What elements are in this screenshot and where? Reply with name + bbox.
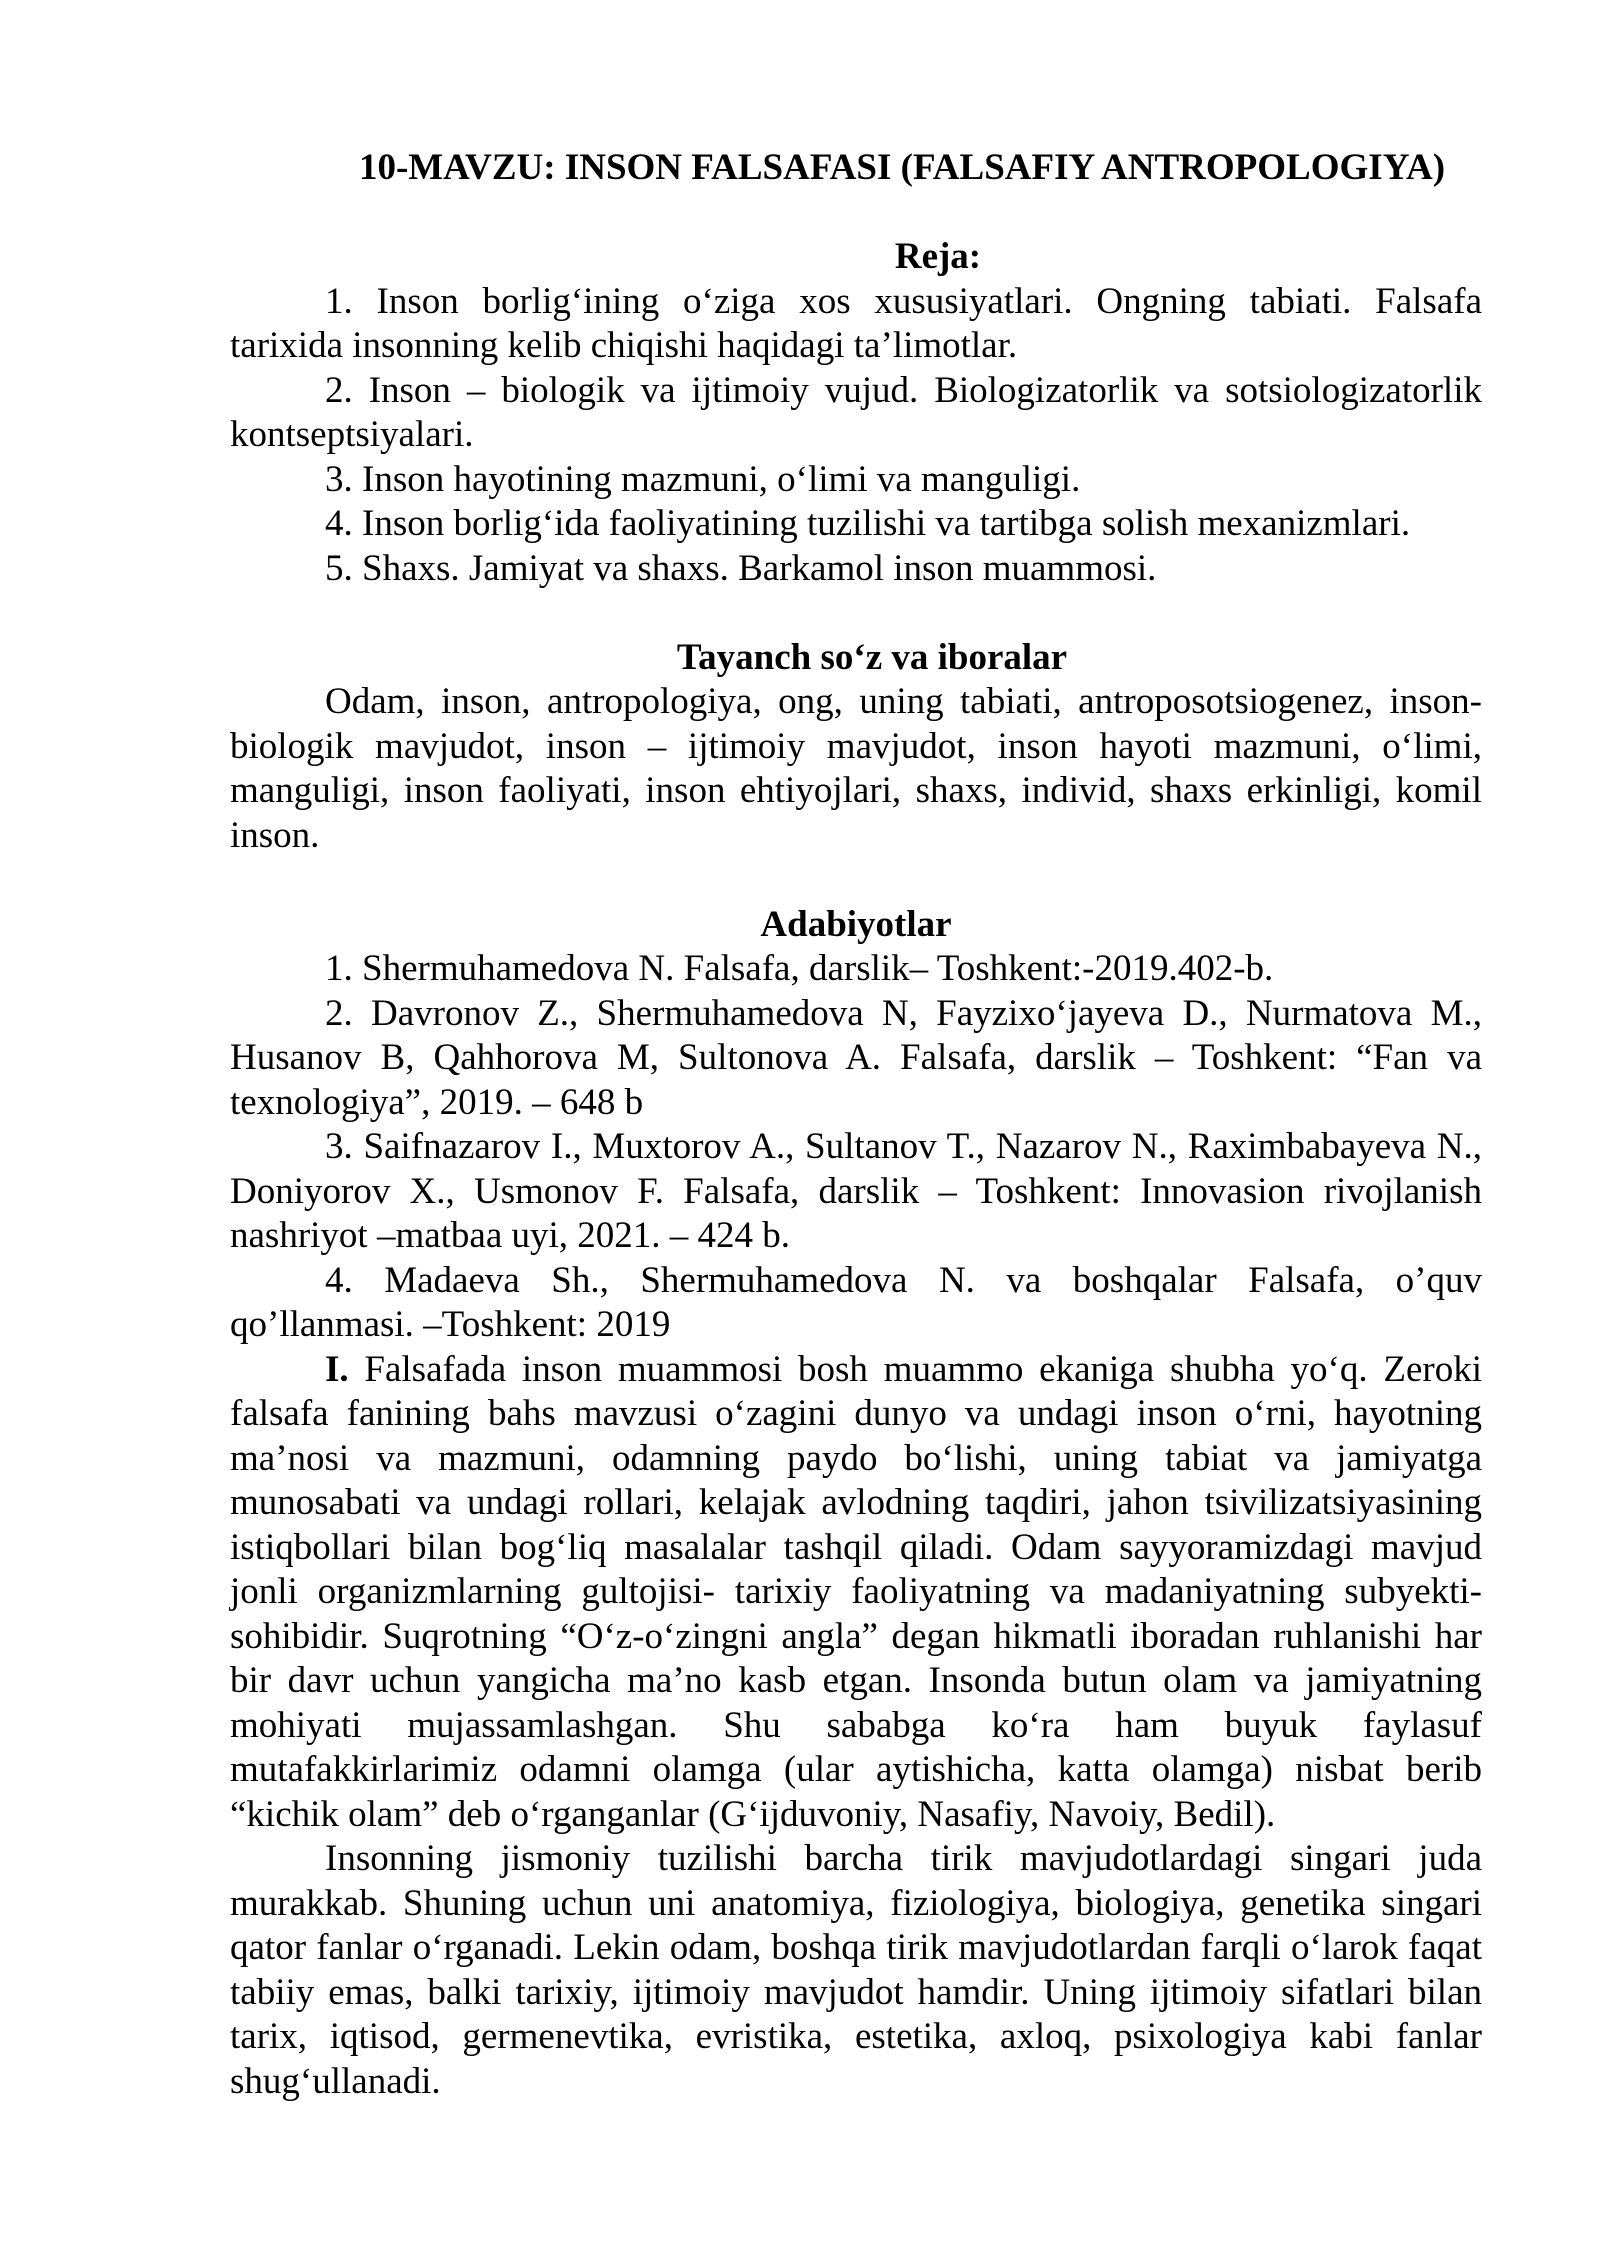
- literature-item-3: 3. Saifnazarov I., Muxtorov A., Sultanov T., Nazarov N., Raximbabayeva N., Doniyorov X., Usmonov F. Falsafa, darslik – Toshkent: Innovasion rivojlanish nashriyot –matbaa uyi, 2021. – 424 b.: [230, 1126, 1482, 1256]
- literature-item-2: 2. Davronov Z., Shermuhamedova N, Fayzixo‘jayeva D., Nurmatova M., Husanov B, Qahhorova M, Sultonova A. Falsafa, darslik – Toshkent: “Fan va texnologiya”, 2019. – 648 b: [230, 992, 1482, 1123]
- literature-item-1: 1. Shermuhamedova N. Falsafa, darslik– Toshkent:-2019.402-b.: [325, 948, 1274, 989]
- reja-item-5: 5. Shaxs. Jamiyat va shaxs. Barkamol inson muammosi.: [325, 547, 1157, 589]
- keywords-heading: Tayanch so‘z va iboralar: [676, 636, 1068, 678]
- literature-heading: Adabiyotlar: [760, 903, 952, 945]
- reja-item-4: 4. Inson borlig‘ida faoliyatining tuzilishi va tartibga solish mexanizmlari.: [325, 503, 1411, 544]
- body-paragraph-2: Insonning jismoniy tuzilishi barcha tirik mavjudotlardagi singari juda murakkab. Shuning uchun uni anatomiya, fiziologiya, biologiya, genetika singari qator fanlar o‘rganadi. Lekin odam, boshqa tirik mavjudotlardan farqli o‘larok faqat tabiiy emas, balki tarixiy, ijtimoiy mavjudot hamdir. Uning ijtimoiy sifatlari bilan tarix, iqtisod, germenevtika, evristika, estetika, axloq, psixologiya kabi fanlar shug‘ullanadi.: [230, 1838, 1482, 2102]
- literature-item-4: 4. Madaeva Sh., Shermuhamedova N. va boshqalar Falsafa, o’quv qo’llanmasi. –Toshkent: 2019: [230, 1259, 1482, 1345]
- body-paragraph-1: [230, 1348, 1482, 1838]
- reja-heading: Reja:: [894, 236, 982, 277]
- paragraph-lead-numeral: I.: [325, 1348, 349, 1390]
- reja-item-2: 2. Inson – biologik va ijtimoiy vujud. Biologizatorlik va sotsiologizatorlik kontseptsiyalari.: [230, 369, 1482, 455]
- keywords-paragraph: Odam, inson, antropologiya, ong, uning tabiati, antroposotsiogenez, inson-biologik mavjudot, inson – ijtimoiy mavjudot, inson hayoti mazmuni, o‘limi, manguligi, inson faoliyati, inson ehtiyojlari, shaxs, individ, shaxs erkinligi, komil inson.: [230, 681, 1482, 856]
- document-title: 10-MAVZU: INSON FALSAFASI (FALSAFIY ANTROPOLOGIYA): [358, 147, 1446, 188]
- body-paragraph-1-text: Falsafada inson muammosi bosh muammo ekaniga shubha yo‘q. Zeroki falsafa fanining bahs mavzusi o‘zagini dunyo va undagi inson o‘rni, hayotning ma’nosi va mazmuni, odamning paydo bo‘lishi, uning tabiat va jamiyatga munosabati va undagi rollari, kelajak avlodning taqdiri, jahon tsivilizatsiyasining istiqbollari bilan bog‘liq masalalar tashqil qiladi. Odam sayyoramizdagi mavjud jonli organizmlarning gultojisi- tarixiy faoliyatning va madaniyatning subyekti-sohibidir. Suqrotning “O‘z-o‘zingni angla” degan hikmatli iboradan ruhlanishi har bir davr uchun yangicha ma’no kasb etgan. Insonda butun olam va jamiyatning mohiyati mujassamlashgan. Shu sababga ko‘ra ham buyuk faylasuf mutafakkirlarimiz odamni olamga (ular aytishicha, katta olamga) nisbat berib “kichik olam” deb o‘rganganlar (G‘ijduvoniy, Nasafiy, Navoiy, Bedil).: [230, 1348, 1482, 1835]
- reja-item-1: 1. Inson borlig‘ining o‘ziga xos xususiyatlari. Ongning tabiati. Falsafa tarixida insonning kelib chiqishi haqidagi ta’limotlar.: [230, 280, 1482, 366]
- reja-item-3: 3. Inson hayotining mazmuni, o‘limi va manguligi.: [325, 458, 1081, 500]
